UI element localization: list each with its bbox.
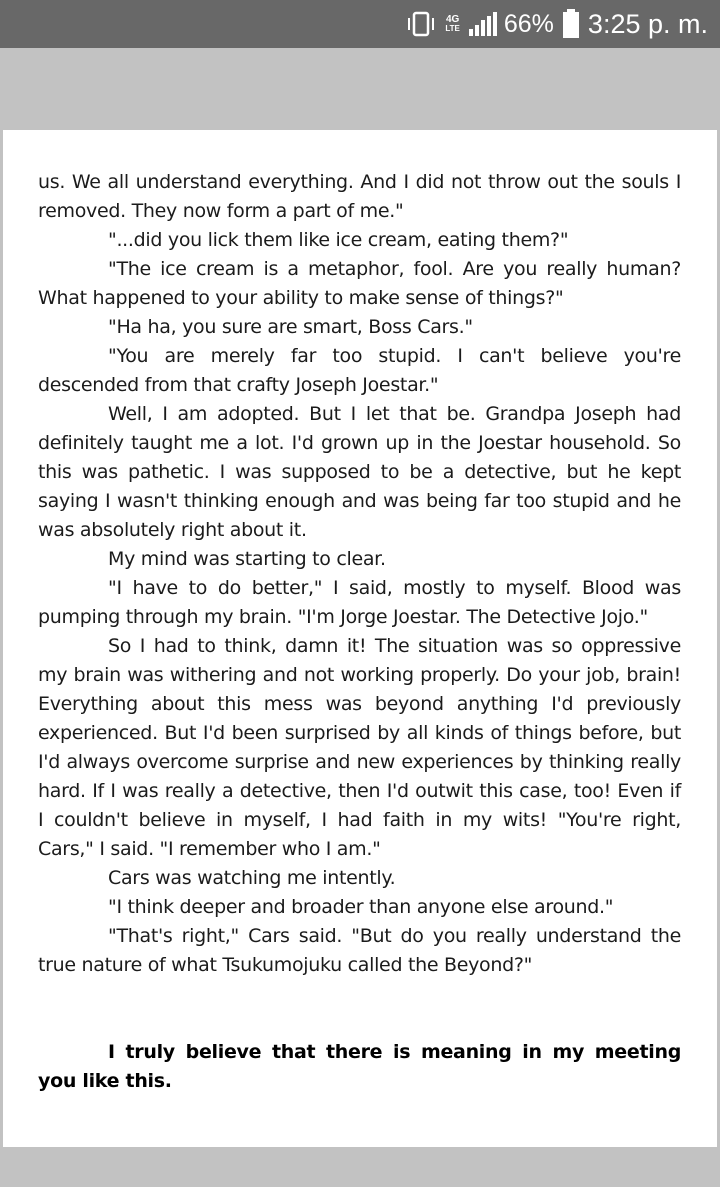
reader-top-margin — [0, 48, 720, 130]
closing-bold-paragraph: I truly believe that there is meaning in my meeting you like this. — [38, 1041, 681, 1092]
document-page[interactable] — [3, 130, 717, 1147]
paragraph: "That's right," Cars said. "But do you really understand the true nature of what Tsukumojuku called the Beyond?" — [38, 925, 681, 976]
document-text — [38, 168, 681, 1096]
network-type-icon — [445, 15, 460, 33]
clock: 3:25 p. m. — [587, 8, 708, 39]
vibrate-icon — [405, 11, 437, 37]
paragraph: us. We all understand everything. And I did not throw out the souls I removed. They now form a part of me." — [38, 171, 681, 222]
battery-percent: 66% — [503, 9, 554, 38]
paragraph: "You are merely far too stupid. I can't believe you're descended from that crafty Joseph Joestar." — [38, 345, 681, 396]
network-subtype-label: LTE — [445, 24, 460, 33]
paragraph: Well, I am adopted. But I let that be. Grandpa Joseph had definitely taught me a lot. I'd grown up in the Joestar household. So this was pathetic. I was supposed to be a detective, but he kept saying I wasn't thinking enough and was being far too stupid and he was absolutely right about it. — [38, 403, 681, 541]
paragraph: "...did you lick them like ice cream, eating them?" — [108, 229, 569, 251]
signal-icon — [468, 11, 498, 37]
network-type-label: 4G — [445, 14, 460, 25]
reader-bottom-margin — [0, 1147, 720, 1187]
paragraph: My mind was starting to clear. — [108, 548, 386, 570]
paragraph: So I had to think, damn it! The situation was so oppressive my brain was withering and not working properly. Do your job, brain! Everything about this mess was beyond anything I'd previously experienced. But I'd been surprised by all kinds of things before, but I'd always overcome surprise and new experiences by thinking really hard. If I was really a detective, then I'd outwit this case, too! Even if I couldn't believe in myself, I had faith in my wits! "You're right, Cars," I said. "I remember who I am." — [38, 635, 681, 860]
paragraph: "I have to do better," I said, mostly to myself. Blood was pumping through my brain. "I'm Jorge Joestar. The Detective Jojo." — [38, 577, 681, 628]
paragraph: Cars was watching me intently. — [108, 867, 396, 889]
paragraph: "Ha ha, you sure are smart, Boss Cars." — [108, 316, 473, 338]
battery-icon — [562, 9, 580, 39]
status-bar — [0, 0, 720, 48]
paragraph: "I think deeper and broader than anyone else around." — [108, 896, 614, 918]
paragraph: "The ice cream is a metaphor, fool. Are you really human? What happened to your ability to make sense of things?" — [38, 258, 681, 309]
